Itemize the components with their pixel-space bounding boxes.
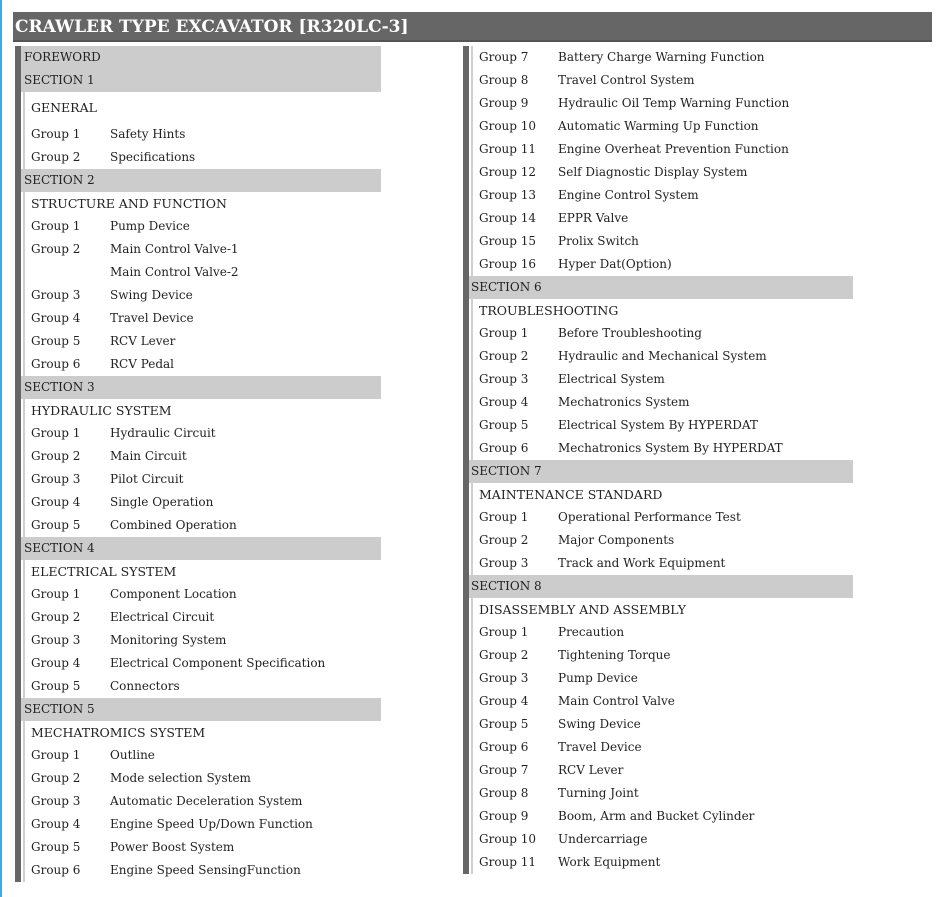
group-number: Group 1: [31, 587, 81, 601]
item-title: Mechatronics System By HYPERDAT: [558, 441, 783, 455]
toc-item[interactable]: [23, 836, 385, 859]
toc-item[interactable]: [471, 230, 858, 253]
toc-item[interactable]: [23, 238, 385, 261]
group-number: Group 2: [31, 771, 81, 785]
group-number: Group 2: [31, 610, 81, 624]
toc-item[interactable]: [471, 851, 858, 874]
item-title: Turning Joint: [558, 786, 639, 800]
group-number: Group 3: [31, 794, 81, 808]
section-1-header[interactable]: SECTION 1: [21, 69, 381, 92]
group-number: Group 6: [31, 357, 81, 371]
left-edge-bar: [0, 0, 2, 897]
toc-item[interactable]: [23, 123, 385, 146]
item-title: Component Location: [110, 587, 237, 601]
item-title: Power Boost System: [110, 840, 235, 854]
group-number: Group 1: [31, 127, 81, 141]
group-number: Group 15: [479, 234, 537, 248]
section-2-header[interactable]: SECTION 2: [21, 169, 381, 192]
group-number: Group 10: [479, 832, 537, 846]
item-title: Boom, Arm and Bucket Cylinder: [558, 809, 755, 823]
group-number: Group 9: [479, 96, 529, 110]
item-title: Pump Device: [110, 219, 190, 233]
toc-item[interactable]: [471, 345, 858, 368]
group-number: Group 4: [31, 495, 81, 509]
item-title: Travel Device: [110, 311, 194, 325]
toc-item[interactable]: [471, 46, 858, 69]
toc-item[interactable]: [471, 414, 858, 437]
item-title: Outline: [110, 748, 155, 762]
item-title: Main Circuit: [110, 449, 187, 463]
item-title: Monitoring System: [110, 633, 227, 647]
group-number: Group 3: [479, 372, 529, 386]
item-title: RCV Lever: [558, 763, 624, 777]
item-title: Engine Speed Up/Down Function: [110, 817, 313, 831]
group-number: Group 1: [479, 326, 529, 340]
group-number: Group 8: [479, 73, 529, 87]
toc-item[interactable]: [471, 529, 858, 552]
section-5-items: [21, 744, 385, 882]
item-title: Swing Device: [110, 288, 193, 302]
group-number: Group 11: [479, 142, 537, 156]
item-title: Safety Hints: [110, 127, 186, 141]
page-title: CRAWLER TYPE EXCAVATOR [R320LC-3]: [13, 12, 932, 42]
item-title: Engine Speed SensingFunction: [110, 863, 301, 877]
item-title: Track and Work Equipment: [558, 556, 726, 570]
group-number: Group 13: [479, 188, 537, 202]
item-title: Pump Device: [558, 671, 638, 685]
item-title: Main Control Valve: [558, 694, 675, 708]
toc-item[interactable]: [23, 422, 385, 445]
item-title: Combined Operation: [110, 518, 237, 532]
item-title: Mode selection System: [110, 771, 251, 785]
section-7-heading[interactable]: MAINTENANCE STANDARD: [471, 483, 858, 506]
group-number: Group 6: [479, 740, 529, 754]
section-8-items: [469, 621, 858, 874]
section-3-items: [21, 422, 385, 537]
toc-item[interactable]: [23, 859, 385, 882]
toc-item[interactable]: [471, 253, 858, 276]
group-number: Group 12: [479, 165, 537, 179]
toc-item[interactable]: [23, 583, 385, 606]
toc-item[interactable]: [471, 161, 858, 184]
section-5-heading[interactable]: MECHATROMICS SYSTEM: [23, 721, 385, 744]
toc-item[interactable]: [471, 138, 858, 161]
group-number: Group 1: [31, 219, 81, 233]
toc-item[interactable]: [23, 307, 385, 330]
item-title: Hydraulic Circuit: [110, 426, 216, 440]
group-number: Group 10: [479, 119, 537, 133]
group-number: Group 16: [479, 257, 537, 271]
group-number: Group 1: [31, 748, 81, 762]
section-2-items: [21, 215, 385, 376]
group-number: Group 5: [479, 717, 529, 731]
group-number: Group 14: [479, 211, 537, 225]
group-number: Group 11: [479, 855, 537, 869]
item-title: Electrical Component Specification: [110, 656, 326, 670]
item-title: Main Control Valve-2: [110, 265, 239, 279]
item-title: Hydraulic Oil Temp Warning Function: [558, 96, 790, 110]
toc-item[interactable]: [471, 437, 858, 460]
group-number: Group 6: [31, 863, 81, 877]
toc-item[interactable]: [23, 790, 385, 813]
toc-item[interactable]: [471, 322, 858, 345]
toc-item[interactable]: [471, 667, 858, 690]
group-number: Group 5: [31, 518, 81, 532]
group-number: Group 9: [479, 809, 529, 823]
toc-item[interactable]: [471, 782, 858, 805]
group-number: Group 3: [479, 671, 529, 685]
section-4-header[interactable]: SECTION 4: [21, 537, 381, 560]
group-number: Group 4: [31, 311, 81, 325]
toc-item[interactable]: [471, 391, 858, 414]
item-title: Automatic Warming Up Function: [558, 119, 759, 133]
item-title: Engine Overheat Prevention Function: [558, 142, 789, 156]
section-8-header[interactable]: SECTION 8: [469, 575, 853, 598]
toc-item[interactable]: [471, 184, 858, 207]
group-number: Group 2: [31, 242, 81, 256]
toc-item[interactable]: [471, 805, 858, 828]
group-number: Group 1: [479, 625, 529, 639]
group-number: Group 4: [31, 656, 81, 670]
item-title: Travel Device: [558, 740, 642, 754]
item-title: Hydraulic and Mechanical System: [558, 349, 767, 363]
item-title: Electrical System: [558, 372, 665, 386]
item-title: Work Equipment: [558, 855, 661, 869]
toc-item[interactable]: [23, 468, 385, 491]
toc-item[interactable]: [471, 713, 858, 736]
item-title: Automatic Deceleration System: [110, 794, 303, 808]
toc-item[interactable]: [23, 330, 385, 353]
group-number: Group 2: [479, 349, 529, 363]
group-number: Group 2: [31, 150, 81, 164]
item-title: Self Diagnostic Display System: [558, 165, 748, 179]
section-5-header[interactable]: SECTION 5: [21, 698, 381, 721]
item-title: Main Control Valve-1: [110, 242, 239, 256]
toc-item[interactable]: [471, 828, 858, 851]
toc-item[interactable]: [23, 514, 385, 537]
section-3-header[interactable]: SECTION 3: [21, 376, 381, 399]
group-number: Group 5: [31, 334, 81, 348]
item-title: Connectors: [110, 679, 180, 693]
group-number: Group 6: [479, 441, 529, 455]
group-number: Group 3: [31, 633, 81, 647]
item-title: Pilot Circuit: [110, 472, 184, 486]
section-6-heading[interactable]: TROUBLESHOOTING: [471, 299, 858, 322]
toc-item[interactable]: [23, 146, 385, 169]
group-number: Group 7: [479, 50, 529, 64]
toc-item[interactable]: [471, 69, 858, 92]
toc-item[interactable]: [23, 813, 385, 836]
section-4-items: [21, 583, 385, 698]
toc-item[interactable]: [23, 629, 385, 652]
group-number: Group 7: [479, 763, 529, 777]
item-title: Undercarriage: [558, 832, 648, 846]
group-number: Group 8: [479, 786, 529, 800]
toc-item[interactable]: [471, 92, 858, 115]
item-title: EPPR Valve: [558, 211, 629, 225]
group-number: Group 5: [31, 840, 81, 854]
toc-item[interactable]: [471, 207, 858, 230]
toc-right-column: [463, 46, 858, 874]
toc-item[interactable]: [471, 759, 858, 782]
group-number: Group 5: [479, 418, 529, 432]
item-title: RCV Lever: [110, 334, 176, 348]
item-title: Electrical Circuit: [110, 610, 215, 624]
group-number: Group 2: [479, 648, 529, 662]
item-title: Prolix Switch: [558, 234, 639, 248]
item-title: Precaution: [558, 625, 625, 639]
group-number: Group 2: [31, 449, 81, 463]
toc-item[interactable]: [471, 621, 858, 644]
toc-item[interactable]: [471, 690, 858, 713]
group-number: Group 4: [479, 694, 529, 708]
item-title: Before Troubleshooting: [558, 326, 702, 340]
section-1-items: [21, 123, 385, 169]
group-number: Group 1: [479, 510, 529, 524]
group-number: Group 1: [31, 426, 81, 440]
toc-item[interactable]: [23, 261, 385, 284]
toc-item[interactable]: [23, 767, 385, 790]
group-number: Group 3: [31, 288, 81, 302]
item-title: Electrical System By HYPERDAT: [558, 418, 758, 432]
item-title: Mechatronics System: [558, 395, 690, 409]
toc-left-column: [15, 46, 385, 882]
toc-item[interactable]: [471, 368, 858, 391]
group-number: Group 3: [479, 556, 529, 570]
toc-item[interactable]: [23, 445, 385, 468]
section-3-heading[interactable]: HYDRAULIC SYSTEM: [23, 399, 385, 422]
item-title: Major Components: [558, 533, 675, 547]
section-4-heading[interactable]: ELECTRICAL SYSTEM: [23, 560, 385, 583]
item-title: Specifications: [110, 150, 196, 164]
section-1-heading[interactable]: GENERAL: [23, 92, 385, 123]
section-5-items-continued: [469, 46, 858, 276]
toc-item[interactable]: [471, 644, 858, 667]
item-title: Operational Performance Test: [558, 510, 741, 524]
item-title: Single Operation: [110, 495, 214, 509]
item-title: Tightening Torque: [558, 648, 671, 662]
toc-item[interactable]: [23, 675, 385, 698]
section-6-header[interactable]: SECTION 6: [469, 276, 853, 299]
toc-item[interactable]: [23, 353, 385, 376]
toc-item[interactable]: [23, 606, 385, 629]
toc-item[interactable]: [471, 736, 858, 759]
item-title: Travel Control System: [558, 73, 695, 87]
section-6-items: [469, 322, 858, 460]
toc-item[interactable]: [23, 491, 385, 514]
toc-item[interactable]: [23, 744, 385, 767]
section-7-header[interactable]: SECTION 7: [469, 460, 853, 483]
item-title: Engine Control System: [558, 188, 699, 202]
group-number: Group 3: [31, 472, 81, 486]
toc-item[interactable]: [23, 215, 385, 238]
group-number: Group 2: [479, 533, 529, 547]
group-number: Group 4: [31, 817, 81, 831]
toc-item[interactable]: [471, 506, 858, 529]
toc-item[interactable]: [471, 115, 858, 138]
section-7-items: [469, 506, 858, 575]
item-title: Swing Device: [558, 717, 641, 731]
item-title: Hyper Dat(Option): [558, 257, 672, 271]
item-title: Battery Charge Warning Function: [558, 50, 765, 64]
section-8-heading[interactable]: DISASSEMBLY AND ASSEMBLY: [471, 598, 858, 621]
group-number: Group 5: [31, 679, 81, 693]
group-number: Group 4: [479, 395, 529, 409]
toc-item[interactable]: [23, 284, 385, 307]
toc-item[interactable]: [23, 652, 385, 675]
toc-item[interactable]: [471, 552, 858, 575]
item-title: RCV Pedal: [110, 357, 175, 371]
section-2-heading[interactable]: STRUCTURE AND FUNCTION: [23, 192, 385, 215]
foreword-link[interactable]: FOREWORD: [21, 46, 381, 69]
